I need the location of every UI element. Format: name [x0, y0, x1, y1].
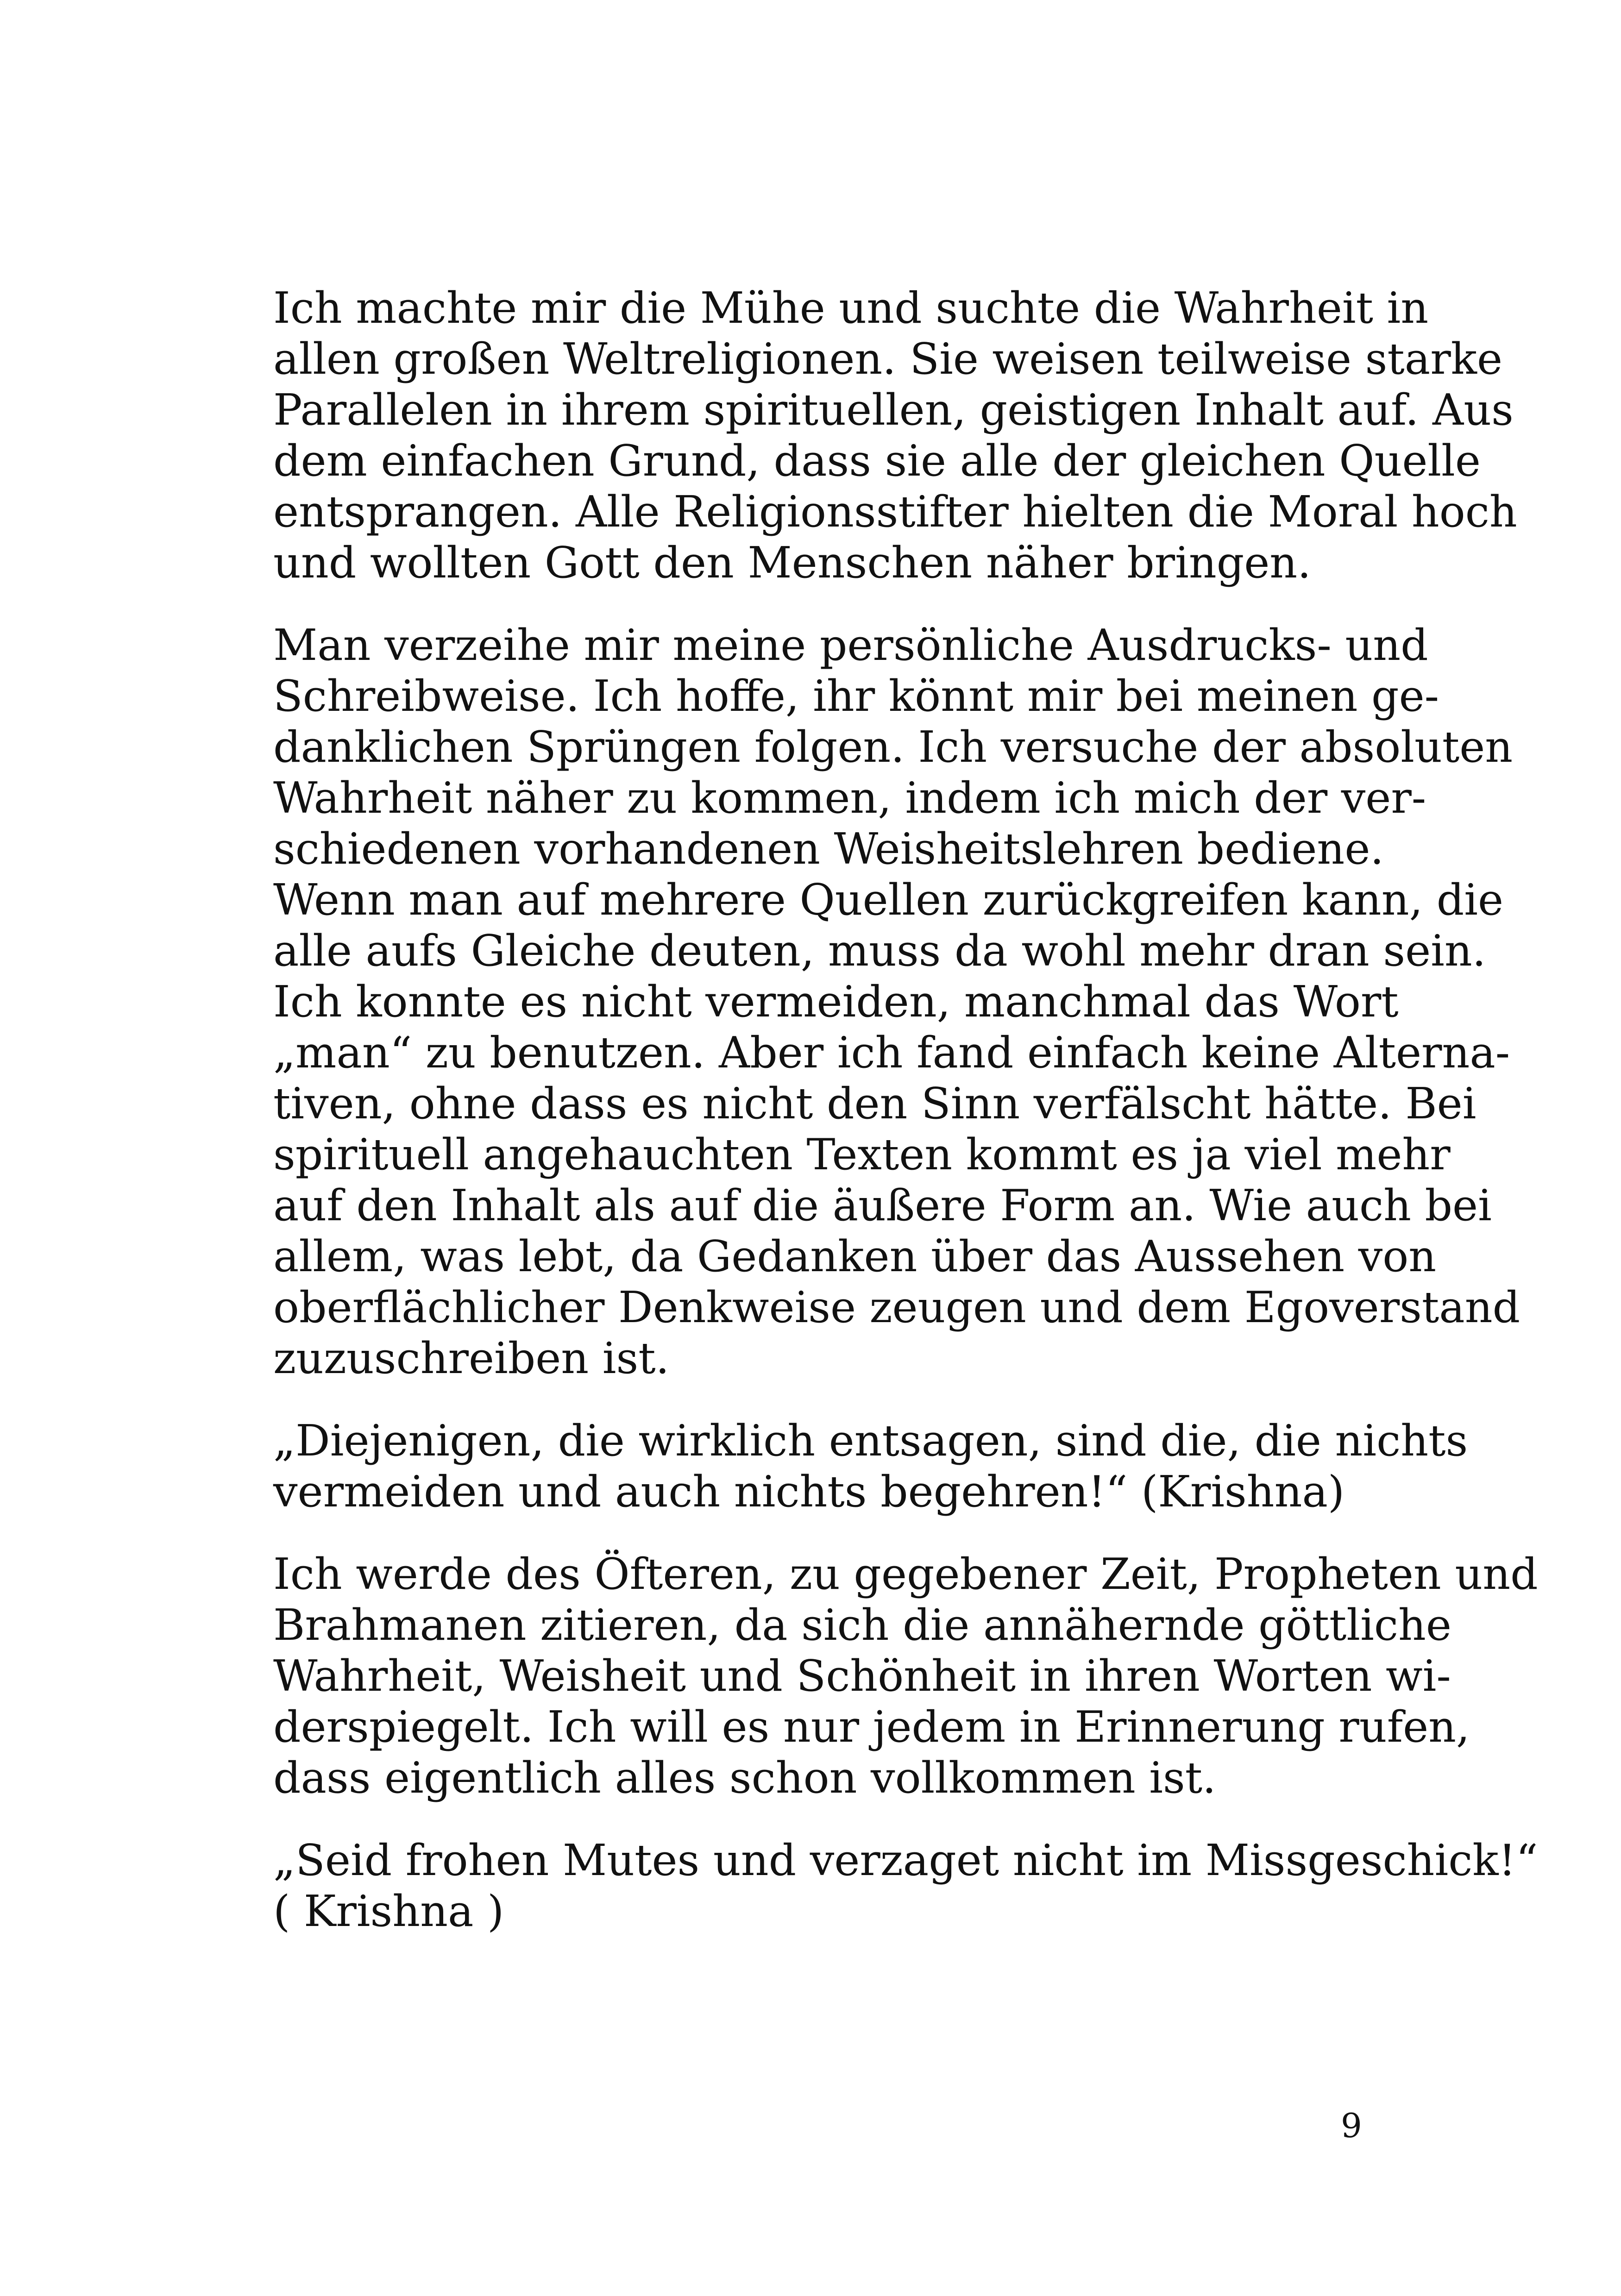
- text-line: Schreibweise. Ich hoffe, ihr könnt mir bei meinen ge-: [273, 671, 1439, 721]
- text-line: dass eigentlich alles schon vollkommen ist.: [273, 1753, 1216, 1803]
- text-line: Wenn man auf mehrere Quellen zurückgreifen kann, die: [273, 875, 1504, 925]
- body-text: [273, 282, 1538, 1937]
- text-line: Man verzeihe mir meine persönliche Ausdrucks- und: [273, 620, 1428, 670]
- text-line: Ich machte mir die Mühe und suchte die Wahrheit in: [273, 283, 1429, 333]
- quote-1: [273, 1415, 1468, 1517]
- text-line: Wahrheit, Weisheit und Schönheit in ihren Worten wi-: [273, 1651, 1451, 1701]
- text-line: ( Krishna ): [273, 1886, 504, 1936]
- text-line: tiven, ohne dass es nicht den Sinn verfälscht hätte. Bei: [273, 1079, 1476, 1129]
- text-line: „Diejenigen, die wirklich entsagen, sind die, die nichts: [273, 1416, 1468, 1466]
- text-line: schiedenen vorhandenen Weisheitslehren bediene.: [273, 824, 1384, 874]
- text-line: spirituell angehauchten Texten kommt es ja viel mehr: [273, 1129, 1451, 1179]
- text-line: Ich konnte es nicht vermeiden, manchmal das Wort: [273, 977, 1399, 1027]
- text-line: „man“ zu benutzen. Aber ich fand einfach keine Alterna-: [273, 1028, 1510, 1078]
- text-line: allen großen Weltreligionen. Sie weisen teilweise starke: [273, 334, 1503, 384]
- text-line: danklichen Sprüngen folgen. Ich versuche der absoluten: [273, 722, 1513, 772]
- text-line: derspiegelt. Ich will es nur jedem in Erinnerung rufen,: [273, 1702, 1470, 1752]
- text-line: entsprangen. Alle Religionsstifter hielten die Moral hoch: [273, 487, 1517, 537]
- text-line: Parallelen in ihrem spirituellen, geistigen Inhalt auf. Aus: [273, 385, 1514, 435]
- text-line: oberflächlicher Denkweise zeugen und dem Egoverstand: [273, 1282, 1520, 1332]
- text-line: „Seid frohen Mutes und verzaget nicht im Missgeschick!“: [273, 1835, 1538, 1885]
- paragraph-3: [273, 1549, 1538, 1803]
- text-line: alle aufs Gleiche deuten, muss da wohl mehr dran sein.: [273, 926, 1486, 976]
- text-line: und wollten Gott den Menschen näher bringen.: [273, 538, 1311, 588]
- text-line: vermeiden und auch nichts begehren!“ (Krishna): [273, 1467, 1345, 1517]
- text-line: dem einfachen Grund, dass sie alle der gleichen Quelle: [273, 436, 1481, 486]
- quote-2: [273, 1835, 1538, 1937]
- text-line: zuzuschreiben ist.: [273, 1333, 670, 1383]
- text-line: Wahrheit näher zu kommen, indem ich mich der ver-: [273, 773, 1426, 823]
- text-line: Brahmanen zitieren, da sich die annähernde göttliche: [273, 1600, 1451, 1650]
- text-line: auf den Inhalt als auf die äußere Form an. Wie auch bei: [273, 1180, 1492, 1230]
- text-line: Ich werde des Öfteren, zu gegebener Zeit, Propheten und: [273, 1549, 1538, 1599]
- paragraph-1: [273, 282, 1517, 588]
- text-line: allem, was lebt, da Gedanken über das Aussehen von: [273, 1231, 1437, 1281]
- page-number: 9: [1341, 2106, 1362, 2145]
- paragraph-2: [273, 620, 1520, 1384]
